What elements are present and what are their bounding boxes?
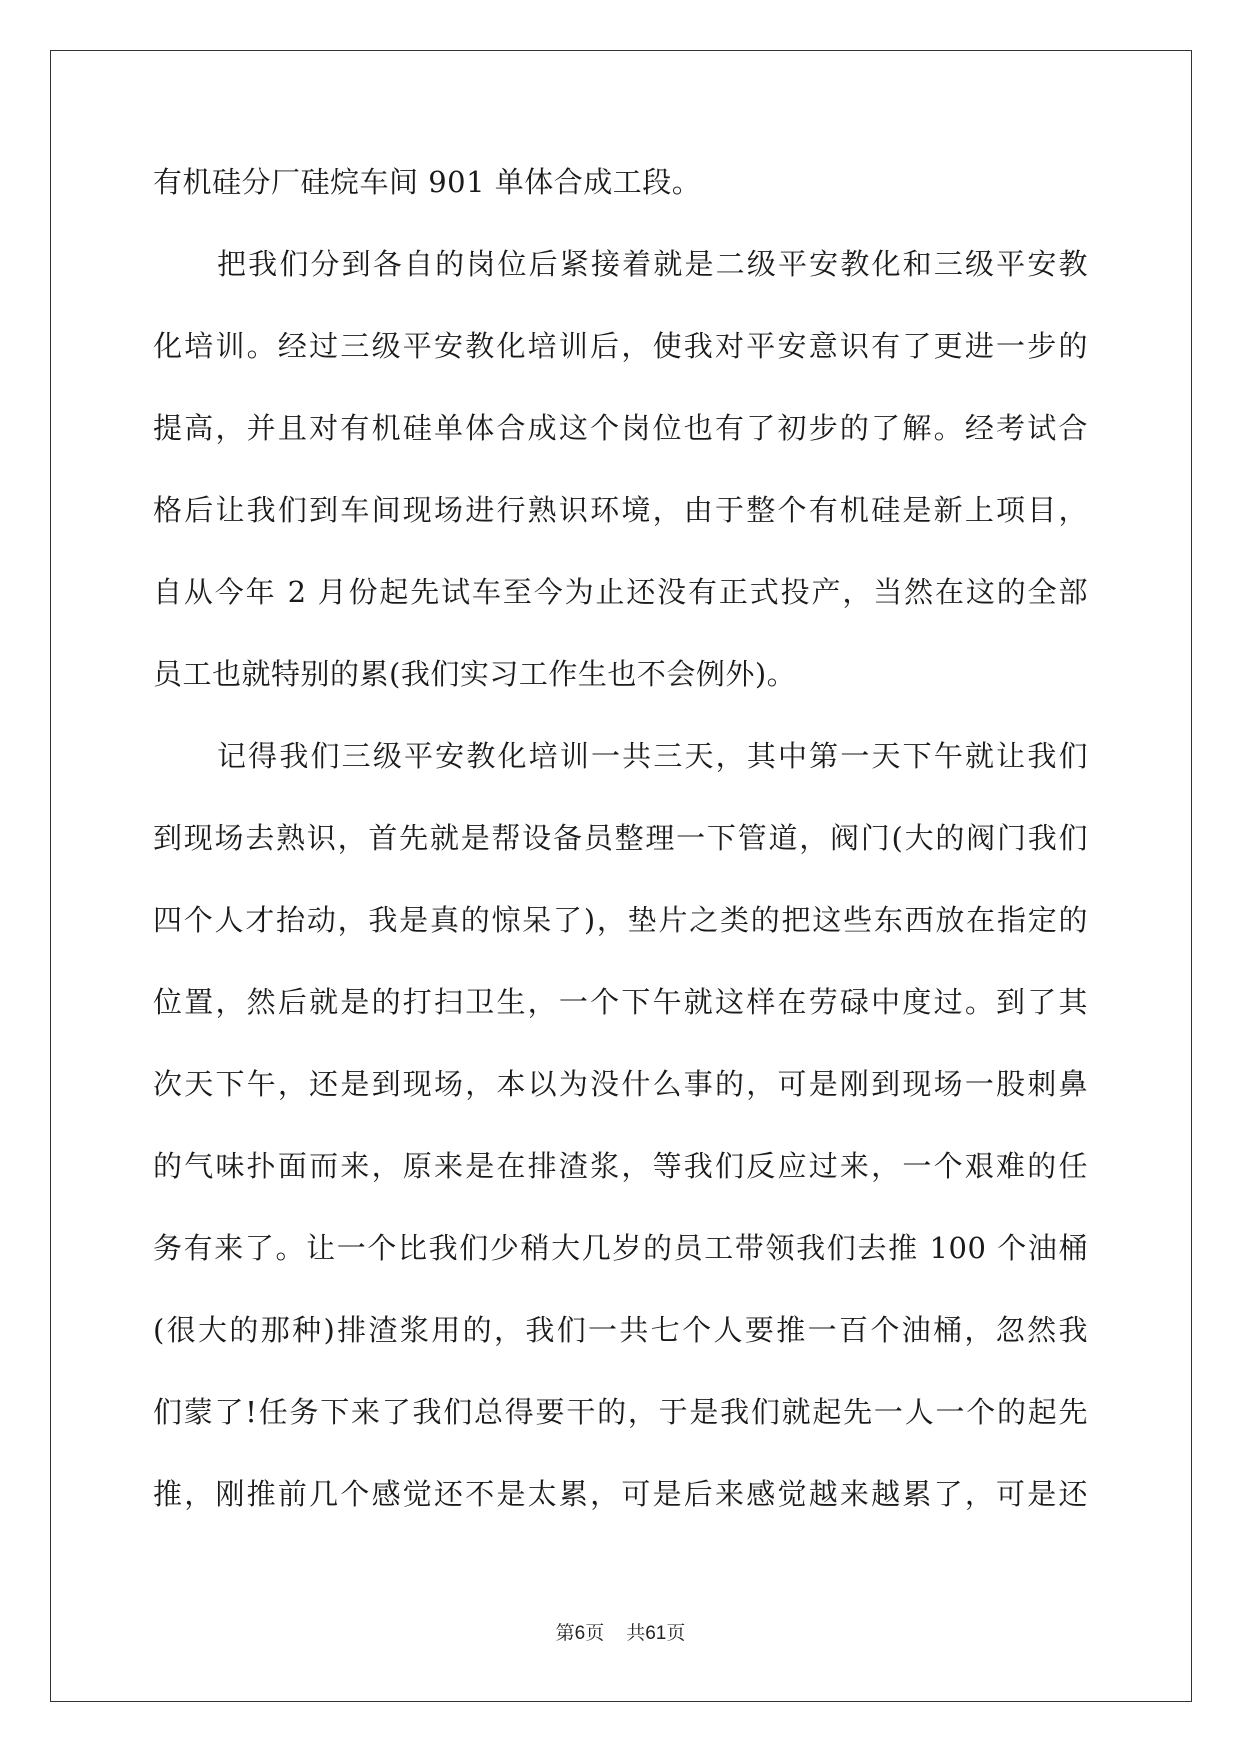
text-line: 自从今年 2 月份起先试车至今为止还没有正式投产，当然在这的全部 — [153, 575, 1088, 609]
page-number: 6 — [574, 1623, 586, 1644]
text-line: 务有来了。让一个比我们少稍大几岁的员工带领我们去推 100 个油桶 — [153, 1231, 1088, 1265]
total-pages: 61 — [645, 1623, 667, 1644]
text-line: (很大的那种)排渣浆用的，我们一共七个人要推一百个油桶，忽然我 — [153, 1313, 1088, 1347]
text-line: 次天下午，还是到现场，本以为没什么事的，可是刚到现场一股刺鼻 — [153, 1067, 1088, 1101]
text-line: 有机硅分厂硅烷车间 901 单体合成工段。 — [153, 165, 702, 199]
text-line: 位置，然后就是的打扫卫生，一个下午就这样在劳碌中度过。到了其 — [153, 985, 1088, 1019]
text-line: 推，刚推前几个感觉还不是太累，可是后来感觉越来越累了，可是还 — [153, 1477, 1088, 1511]
text-line: 格后让我们到车间现场进行熟识环境，由于整个有机硅是新上项目， — [153, 493, 1088, 527]
text-line: 的气味扑面而来，原来是在排渣浆，等我们反应过来，一个艰难的任 — [153, 1149, 1088, 1183]
text-line: 员工也就特别的累(我们实习工作生也不会例外)。 — [153, 657, 797, 691]
page-suffix: 页 — [585, 1622, 605, 1644]
text-line: 把我们分到各自的岗位后紧接着就是二级平安教化和三级平安教 — [217, 247, 1088, 281]
page-prefix: 第 — [555, 1622, 575, 1644]
total-prefix: 共 — [626, 1622, 646, 1644]
text-line: 化培训。经过三级平安教化培训后，使我对平安意识有了更进一步的 — [153, 329, 1088, 363]
document-body — [153, 164, 1088, 1558]
total-suffix: 页 — [666, 1622, 686, 1644]
page-footer — [0, 1618, 1241, 1645]
text-line: 四个人才抬动，我是真的惊呆了)，垫片之类的把这些东西放在指定的 — [153, 903, 1088, 937]
text-line: 提高，并且对有机硅单体合成这个岗位也有了初步的了解。经考试合 — [153, 411, 1088, 445]
text-line: 们蒙了!任务下来了我们总得要干的，于是我们就起先一人一个的起先 — [153, 1395, 1088, 1429]
text-line: 到现场去熟识，首先就是帮设备员整理一下管道，阀门(大的阀门我们 — [153, 821, 1088, 855]
text-line: 记得我们三级平安教化培训一共三天，其中第一天下午就让我们 — [217, 739, 1088, 773]
